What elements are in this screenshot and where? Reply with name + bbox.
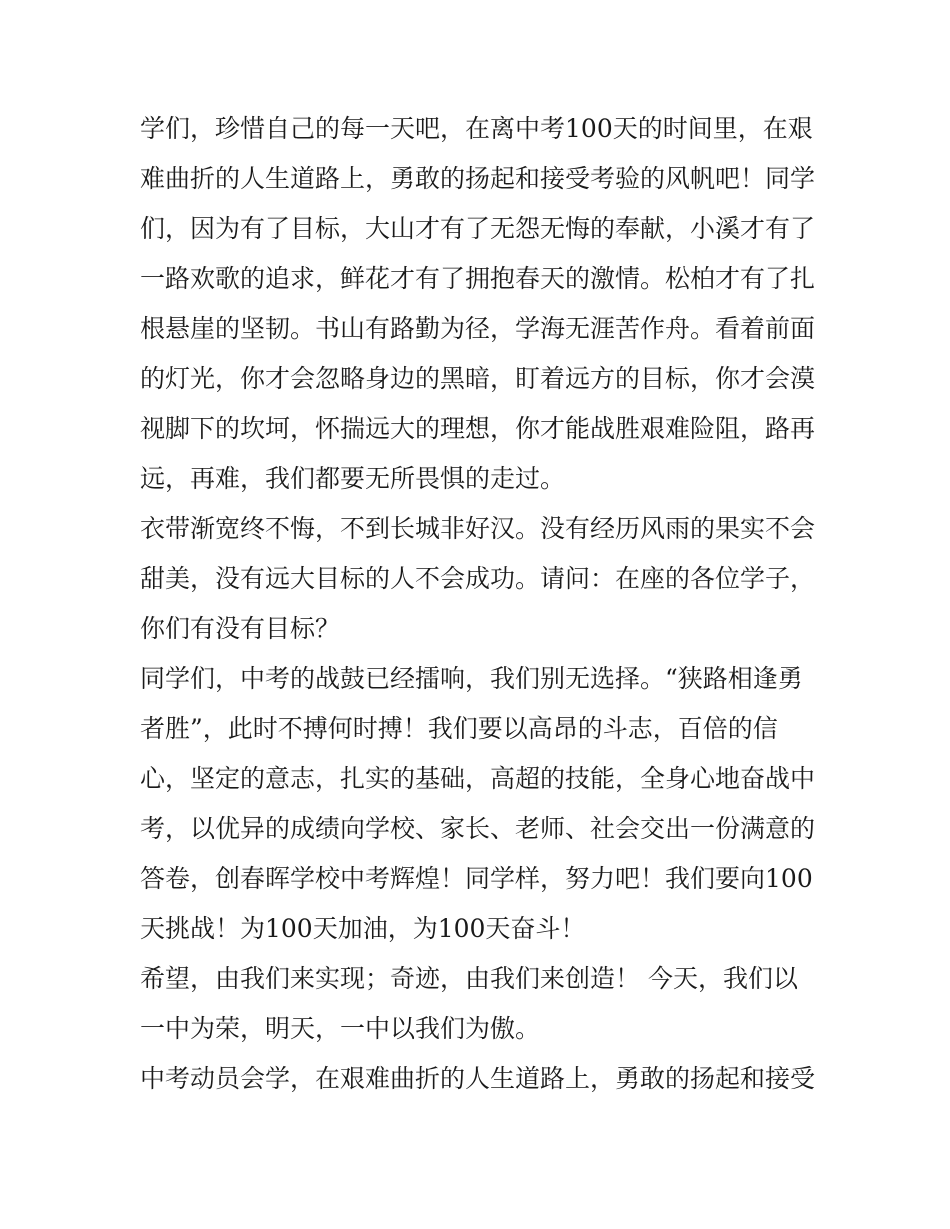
text-line: 衣带渐宽终不悔，不到长城非好汉。没有经历风雨的果实不会	[140, 514, 816, 543]
text-line: 你们有没有目标？	[140, 614, 341, 643]
text-line: 学们，珍惜自己的每一天吧，在离中考100天的时间里，在艰	[140, 114, 813, 143]
text-line: 们，因为有了目标，大山才有了无怨无悔的奉献，小溪才有了	[140, 214, 816, 243]
text-line: 难曲折的人生道路上，勇敢的扬起和接受考验的风帆吧！同学	[140, 164, 816, 193]
text-line: 远，再难，我们都要无所畏惧的走过。	[140, 464, 566, 493]
paragraph-2	[140, 504, 820, 654]
text-line: 甜美，没有远大目标的人不会成功。请问：在座的各位学子，	[140, 564, 816, 593]
text-line: 一路欢歌的追求，鲜花才有了拥抱春天的激情。松柏才有了扎	[140, 264, 816, 293]
text-line: 根悬崖的坚韧。书山有路勤为径，学海无涯苦作舟。看着前面	[140, 314, 816, 343]
text-line: 天挑战！为100天加油，为100天奋斗！	[140, 914, 586, 943]
text-line: 心，坚定的意志，扎实的基础，高超的技能，全身心地奋战中	[140, 764, 816, 793]
paragraph-4	[140, 954, 820, 1054]
text-line: 者胜”，此时不搏何时搏！我们要以高昂的斗志，百倍的信	[140, 714, 778, 743]
text-line: 同学们，中考的战鼓已经擂响，我们别无选择。“狭路相逢勇	[140, 664, 803, 693]
text-line: 视脚下的坎坷，怀揣远大的理想，你才能战胜艰难险阻，路再	[140, 414, 816, 443]
document-body	[140, 104, 820, 1104]
text-line: 的灯光，你才会忽略身边的黑暗，盯着远方的目标，你才会漠	[140, 364, 816, 393]
paragraph-5	[140, 1054, 820, 1104]
text-line: 一中为荣，明天，一中以我们为傲。	[140, 1014, 541, 1043]
text-line: 希望，由我们来实现；奇迹，由我们来创造！ 今天，我们以	[140, 964, 798, 993]
text-line: 考，以优异的成绩向学校、家长、老师、社会交出一份满意的	[140, 814, 816, 843]
paragraph-3	[140, 654, 820, 954]
text-line: 答卷，创春晖学校中考辉煌！同学样，努力吧！我们要向100	[140, 864, 813, 893]
text-line: 中考动员会学，在艰难曲折的人生道路上，勇敢的扬起和接受	[140, 1064, 816, 1093]
paragraph-1	[140, 104, 820, 504]
